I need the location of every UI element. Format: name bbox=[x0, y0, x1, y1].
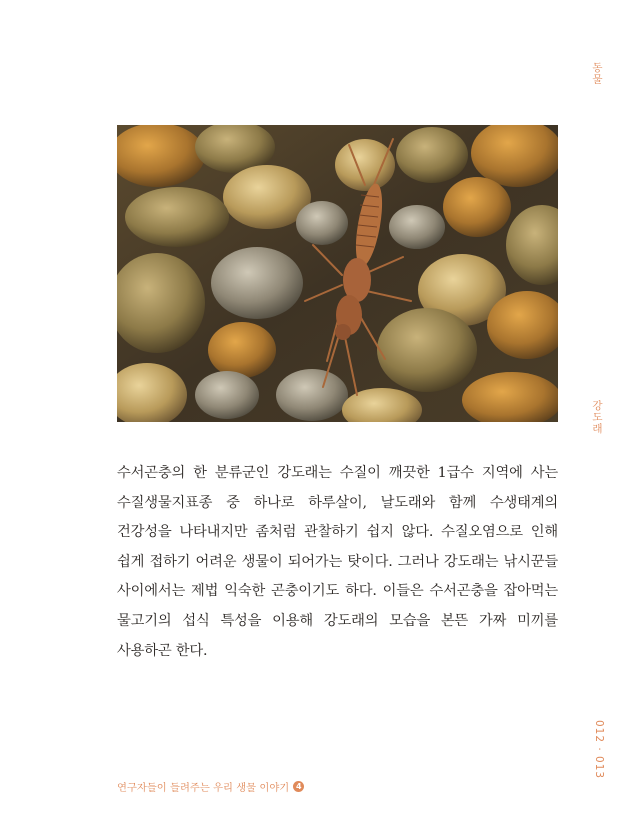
footer bbox=[117, 779, 304, 794]
series-title: 연구자들이 들려주는 우리 생물 이야기 bbox=[117, 782, 290, 794]
section-tab: 동물 bbox=[591, 62, 603, 85]
volume-badge: 4 bbox=[293, 781, 304, 792]
subject-tab: 강도래 bbox=[591, 400, 603, 435]
page-numbers: 012 · 013 bbox=[593, 720, 605, 780]
stonefly-photo bbox=[117, 125, 558, 422]
body-paragraph: 수서곤충의 한 분류군인 강도래는 수질이 깨끗한 1급수 지역에 사는 수질생물지표종 중 하나로 하루살이, 날도래와 함께 수생태계의 건강성을 나타내지만 좀처럼 관찰하기 쉽지 않다. 수질오염으로 인해 쉽게 접하기 어려운 생물이 되어가는 탓이다. 그러나 강도래는 낚시꾼들 사이에서는 제법 익숙한 곤충이기도 하다. 이들은 수서곤충을 잡아먹는 물고기의 섭식 특성을 이용해 강도래의 모습을 본뜬 가짜 미끼를 사용하곤 한다. bbox=[117, 465, 558, 659]
